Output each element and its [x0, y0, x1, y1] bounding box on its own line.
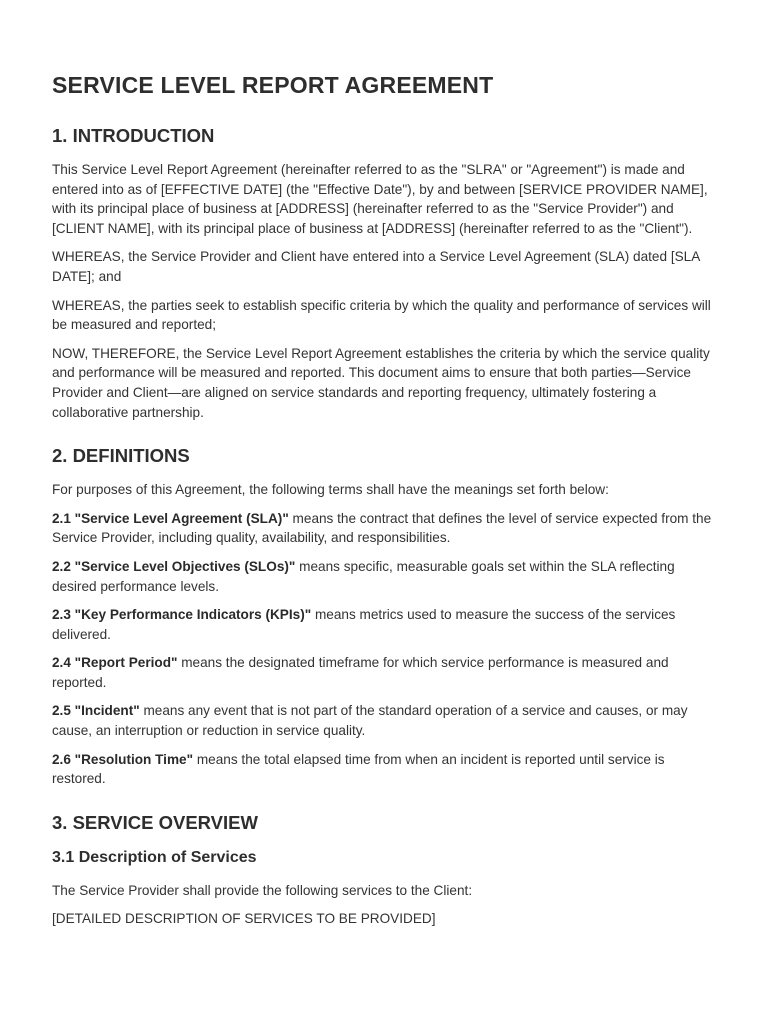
definition-term: 2.6 "Resolution Time" [52, 751, 194, 767]
definition-item [52, 509, 720, 548]
definition-item [52, 605, 720, 644]
definition-item [52, 701, 720, 740]
definition-term: 2.2 "Service Level Objectives (SLOs)" [52, 558, 296, 574]
subsection-heading-description: 3.1 Description of Services [52, 848, 257, 866]
intro-paragraph: This Service Level Report Agreement (hereinafter referred to as the "SLRA" or "Agreement") is made and entered into as of [EFFECTIVE DATE] (the "Effective Date"), by and between [SERVICE PROVIDER NAME], with its principal place of business at [ADDRESS] (hereinafter referred to as the "Service Provider") and [CLIENT NAME], with its principal place of business at [ADDRESS] (hereinafter referred to as the "Client"). [52, 162, 708, 236]
section-definitions [52, 444, 720, 789]
section-heading-introduction: 1. INTRODUCTION [52, 125, 215, 146]
definition-text: means the total elapsed time from when an incident is reported until service is restored. [52, 751, 665, 787]
intro-paragraph: WHEREAS, the parties seek to establish specific criteria by which the quality and performance of services will be measured and reported; [52, 297, 711, 333]
section-heading-service-overview: 3. SERVICE OVERVIEW [52, 811, 258, 833]
definition-term: 2.1 "Service Level Agreement (SLA)" [52, 510, 289, 526]
document-page [52, 70, 720, 951]
overview-placeholder: [DETAILED DESCRIPTION OF SERVICES TO BE PROVIDED] [52, 911, 436, 927]
definition-term: 2.5 "Incident" [52, 703, 140, 719]
section-heading-definitions: 2. DEFINITIONS [52, 445, 190, 467]
definition-term: 2.3 "Key Performance Indicators (KPIs)" [52, 607, 312, 623]
definition-text: means metrics used to measure the success of the services delivered. [52, 607, 676, 642]
overview-paragraph: The Service Provider shall provide the following services to the Client: [52, 882, 473, 898]
definition-text: means any event that is not part of the standard operation of a service and causes, or may cause, an interruption or reduction in service quality. [52, 703, 688, 739]
section-introduction [52, 124, 720, 422]
definitions-lead: For purposes of this Agreement, the following terms shall have the meanings set forth below: [52, 482, 609, 498]
intro-paragraph: NOW, THEREFORE, the Service Level Report Agreement establishes the criteria by which the service quality and performance will be measured and reported. This document aims to ensure that both parties—Service Provider and Client—are aligned on service standards and reporting frequency, ultimately fostering a collaborative partnership. [52, 345, 710, 420]
definition-text: means the contract that defines the level of service expected from the Service Provider, including quality, availability, and responsibilities. [52, 510, 712, 546]
definition-term: 2.4 "Report Period" [52, 655, 178, 671]
definition-item [52, 750, 720, 789]
definition-text: means the designated timeframe for which service performance is measured and reported. [52, 655, 669, 690]
definition-item [52, 557, 720, 596]
document-title: SERVICE LEVEL REPORT AGREEMENT [52, 72, 494, 98]
intro-paragraph: WHEREAS, the Service Provider and Client have entered into a Service Level Agreement (SLA) dated [SLA DATE]; and [52, 249, 700, 284]
definition-text: means specific, measurable goals set within the SLA reflecting desired performance levels. [52, 558, 675, 594]
section-service-overview [52, 811, 720, 929]
definition-item [52, 653, 720, 692]
